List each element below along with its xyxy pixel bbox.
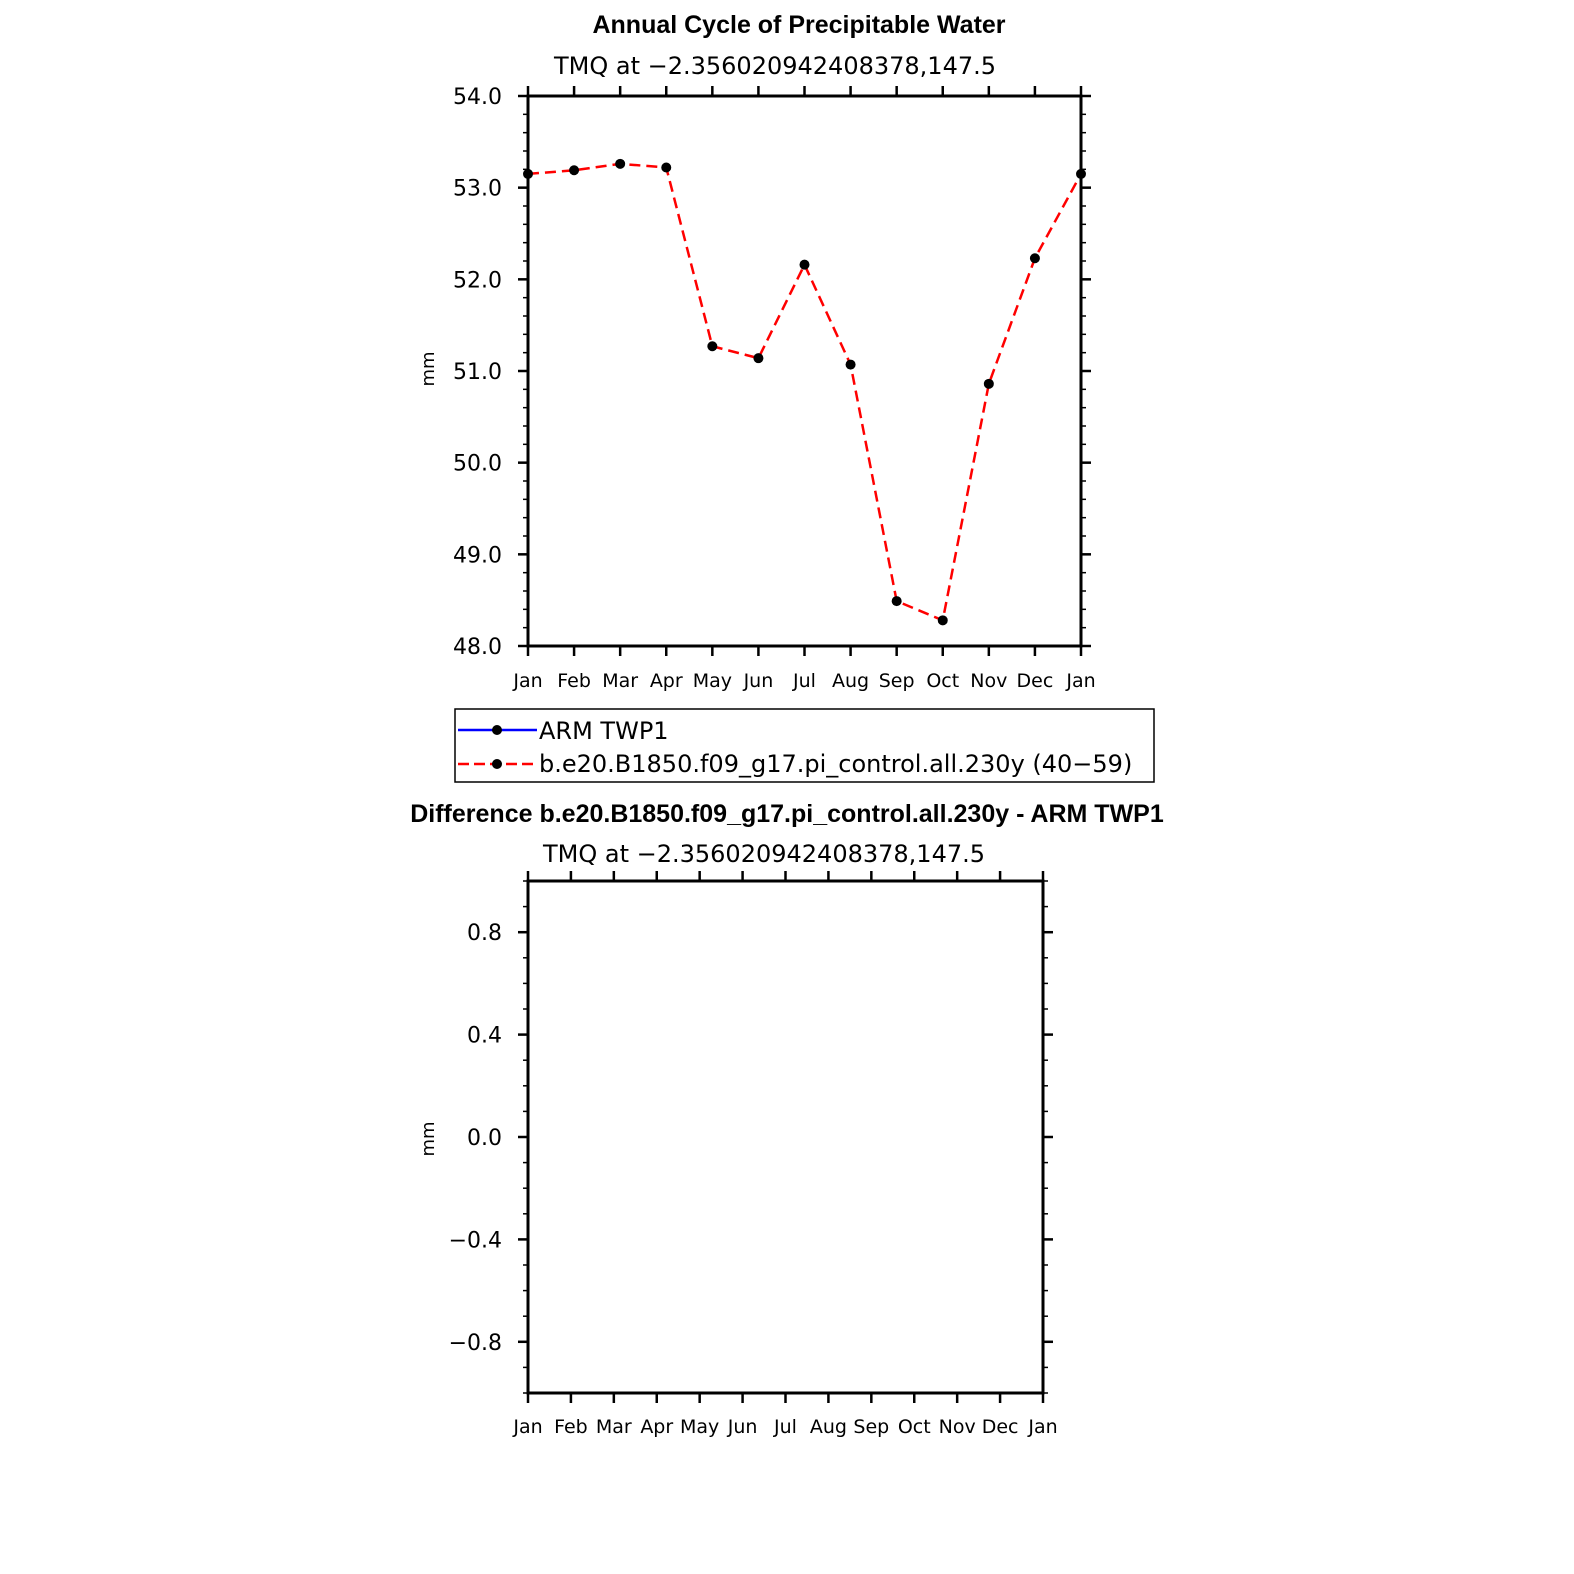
y-tick-label: 48.0 bbox=[453, 635, 502, 660]
x-tick-label: Nov bbox=[938, 1416, 976, 1438]
data-point bbox=[892, 596, 902, 606]
y-tick-label: −0.8 bbox=[448, 1330, 502, 1356]
legend-marker-model bbox=[492, 759, 502, 769]
y-axis-title: mm bbox=[418, 1121, 439, 1157]
legend-marker-arm bbox=[492, 725, 502, 735]
x-tick-labels bbox=[512, 670, 1095, 692]
chart-subtitle: TMQ at −2.356020942408378,147.5 bbox=[542, 840, 986, 868]
x-tick-label: Oct bbox=[897, 1416, 931, 1438]
axis-ticks bbox=[518, 86, 1091, 656]
y-tick-label: 51.0 bbox=[453, 360, 502, 385]
x-tick-label: Dec bbox=[981, 1416, 1019, 1438]
chart-title: Difference b.e20.B1850.f09_g17.pi_control.all.230y - ARM TWP1 bbox=[410, 800, 1164, 828]
legend-label-model: b.e20.B1850.f09_g17.pi_control.all.230y (40−59) bbox=[539, 750, 1133, 778]
y-tick-label: 50.0 bbox=[453, 451, 502, 477]
plot-frame bbox=[528, 881, 1043, 1393]
x-tick-label: May bbox=[692, 670, 732, 692]
x-tick-label: Jul bbox=[793, 670, 816, 692]
x-tick-label: Mar bbox=[595, 1416, 632, 1438]
x-tick-label: Jun bbox=[743, 670, 774, 692]
x-tick-label: Nov bbox=[970, 670, 1008, 692]
data-point bbox=[938, 615, 948, 625]
x-tick-label: Jul bbox=[774, 1416, 797, 1438]
annual-cycle-panel bbox=[418, 11, 1154, 782]
y-tick-labels bbox=[453, 85, 502, 660]
y-tick-label: 52.0 bbox=[453, 268, 502, 294]
x-tick-label: Jan bbox=[1066, 670, 1096, 692]
data-point bbox=[984, 379, 994, 389]
y-tick-label: 0.0 bbox=[467, 1126, 502, 1151]
x-tick-label: Jun bbox=[727, 1416, 758, 1438]
y-tick-label: 0.8 bbox=[467, 921, 502, 947]
x-tick-label: Aug bbox=[832, 670, 870, 692]
chart-title: Annual Cycle of Precipitable Water bbox=[592, 11, 1006, 39]
chart-subtitle: TMQ at −2.356020942408378,147.5 bbox=[553, 52, 997, 80]
axis-ticks bbox=[518, 871, 1053, 1403]
x-tick-label: Feb bbox=[554, 1416, 588, 1438]
x-tick-label: Mar bbox=[602, 670, 639, 692]
x-tick-label: Aug bbox=[809, 1416, 847, 1438]
x-tick-label: Sep bbox=[878, 670, 915, 692]
y-tick-label: 0.4 bbox=[467, 1023, 502, 1049]
data-point bbox=[753, 353, 763, 363]
data-point bbox=[846, 360, 856, 370]
data-point bbox=[1030, 253, 1040, 263]
x-tick-label: Oct bbox=[926, 670, 960, 692]
data-point bbox=[569, 165, 579, 175]
y-tick-label: 54.0 bbox=[453, 85, 502, 110]
x-tick-label: Sep bbox=[853, 1416, 890, 1438]
difference-panel bbox=[410, 800, 1164, 1438]
y-tick-label: 53.0 bbox=[453, 176, 502, 202]
legend bbox=[455, 709, 1154, 782]
y-tick-label: −0.4 bbox=[448, 1228, 502, 1254]
series-layer bbox=[523, 159, 1086, 626]
x-tick-label: May bbox=[680, 1416, 720, 1438]
series-line bbox=[528, 164, 1081, 621]
data-point bbox=[661, 163, 671, 173]
y-tick-labels bbox=[449, 921, 502, 1356]
data-point bbox=[800, 260, 810, 270]
x-tick-label: Dec bbox=[1016, 670, 1054, 692]
x-tick-label: Jan bbox=[513, 1416, 543, 1438]
x-tick-label: Jan bbox=[1028, 1416, 1058, 1438]
x-tick-label: Feb bbox=[557, 670, 591, 692]
legend-label-arm: ARM TWP1 bbox=[539, 717, 669, 745]
y-axis-title: mm bbox=[418, 351, 439, 387]
x-tick-label: Apr bbox=[649, 670, 683, 692]
plot-frame bbox=[528, 96, 1081, 646]
data-point bbox=[707, 341, 717, 351]
x-tick-labels bbox=[512, 1416, 1057, 1438]
x-tick-label: Jan bbox=[513, 670, 543, 692]
data-point bbox=[615, 159, 625, 169]
y-tick-label: 49.0 bbox=[453, 543, 502, 569]
x-tick-label: Apr bbox=[640, 1416, 674, 1438]
